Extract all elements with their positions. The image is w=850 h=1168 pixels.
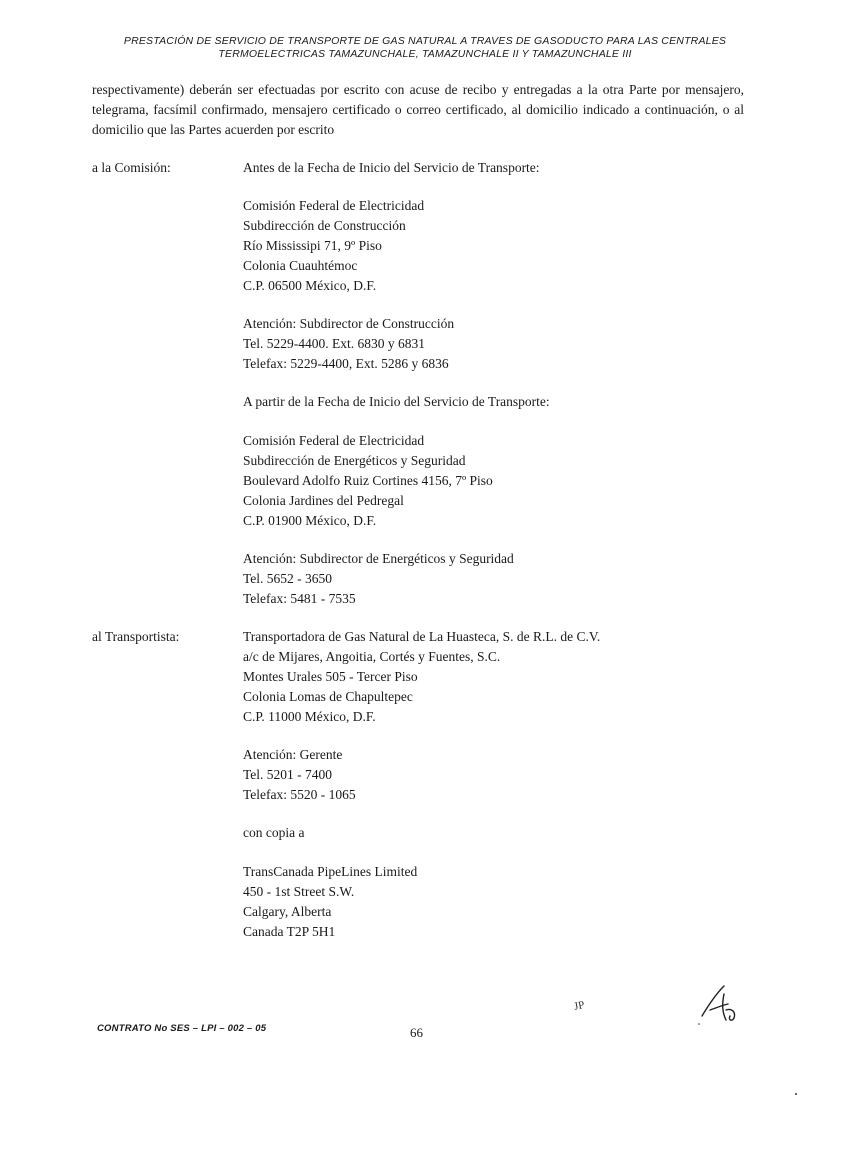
scan-speck [795, 1093, 797, 1095]
comision-before-heading [243, 158, 540, 178]
address-line: Calgary, Alberta [243, 904, 332, 919]
address-line: Transportadora de Gas Natural de La Huasteca, S. de R.L. de C.V. [243, 629, 601, 644]
header-line-1: PRESTACIÓN DE SERVICIO DE TRANSPORTE DE GAS NATURAL A TRAVES DE GASODUCTO PARA LAS CENTRALES [123, 35, 727, 47]
address-line: a/c de Mijares, Angoitia, Cortés y Fuentes, S.C. [243, 649, 501, 664]
comision-label: a la Comisión: [92, 160, 171, 175]
copy-label [243, 823, 304, 843]
contact-line: Tel. 5201 - 7400 [243, 767, 333, 782]
handwritten-initials: JP [573, 999, 586, 1013]
contact-line: Telefax: 5229-4400, Ext. 5286 y 6836 [243, 356, 449, 371]
before-heading-text: Antes de la Fecha de Inicio del Servicio de Transporte: [243, 160, 540, 175]
copy-address [243, 862, 417, 942]
address-line: Colonia Lomas de Chapultepec [243, 689, 413, 704]
contact-line: Tel. 5229-4400. Ext. 6830 y 6831 [243, 336, 426, 351]
intro-paragraph: respectivamente) deberán ser efectuadas por escrito con acuse de recibo y entregadas a la otra Parte por mensajero, telegrama, facsímil confirmado, mensajero certificado o correo certificado, al domicilio indicado a continuación, o al domicilio que las Partes acuerden por escrito [92, 82, 744, 137]
transportista-address [243, 627, 600, 727]
copy-label-text: con copia a [243, 825, 305, 840]
address-line: C.P. 01900 México, D.F. [243, 513, 377, 528]
comision-contact-before [243, 314, 454, 374]
address-line: Comisión Federal de Electricidad [243, 433, 425, 448]
comision-contact-after [243, 549, 514, 609]
address-line: Montes Urales 505 - Tercer Piso [243, 669, 418, 684]
contact-line: Atención: Gerente [243, 747, 343, 762]
address-line: Colonia Jardines del Pedregal [243, 493, 404, 508]
address-line: Boulevard Adolfo Ruiz Cortines 4156, 7º Piso [243, 473, 493, 488]
address-line: C.P. 11000 México, D.F. [243, 709, 376, 724]
after-heading-text: A partir de la Fecha de Inicio del Servicio de Transporte: [243, 394, 550, 409]
address-line: TransCanada PipeLines Limited [243, 864, 418, 879]
contact-line: Tel. 5652 - 3650 [243, 571, 333, 586]
contact-line: Telefax: 5481 - 7535 [243, 591, 356, 606]
comision-address-before [243, 196, 424, 296]
signature-mark [688, 980, 748, 1030]
address-line: Río Mississipi 71, 9º Piso [243, 238, 382, 253]
contract-number: CONTRATO No SES – LPI – 002 – 05 [97, 1023, 267, 1034]
address-line: Canada T2P 5H1 [243, 924, 336, 939]
comision-address-after [243, 431, 493, 531]
address-line: Colonia Cuauhtémoc [243, 258, 358, 273]
address-line: Subdirección de Construcción [243, 218, 406, 233]
page-number: 66 [410, 1025, 423, 1040]
address-line: Subdirección de Energéticos y Seguridad [243, 453, 466, 468]
transportista-label: al Transportista: [92, 629, 180, 644]
address-line: C.P. 06500 México, D.F. [243, 278, 377, 293]
contact-line: Atención: Subdirector de Energéticos y Seguridad [243, 551, 514, 566]
header-line-2: TERMOELECTRICAS TAMAZUNCHALE, TAMAZUNCHALE II Y TAMAZUNCHALE III [218, 48, 632, 60]
address-line: Comisión Federal de Electricidad [243, 198, 425, 213]
comision-after-heading [243, 392, 550, 412]
document-header [60, 35, 790, 61]
contact-line: Telefax: 5520 - 1065 [243, 787, 356, 802]
transportista-contact [243, 745, 356, 805]
contact-line: Atención: Subdirector de Construcción [243, 316, 455, 331]
address-line: 450 - 1st Street S.W. [243, 884, 355, 899]
